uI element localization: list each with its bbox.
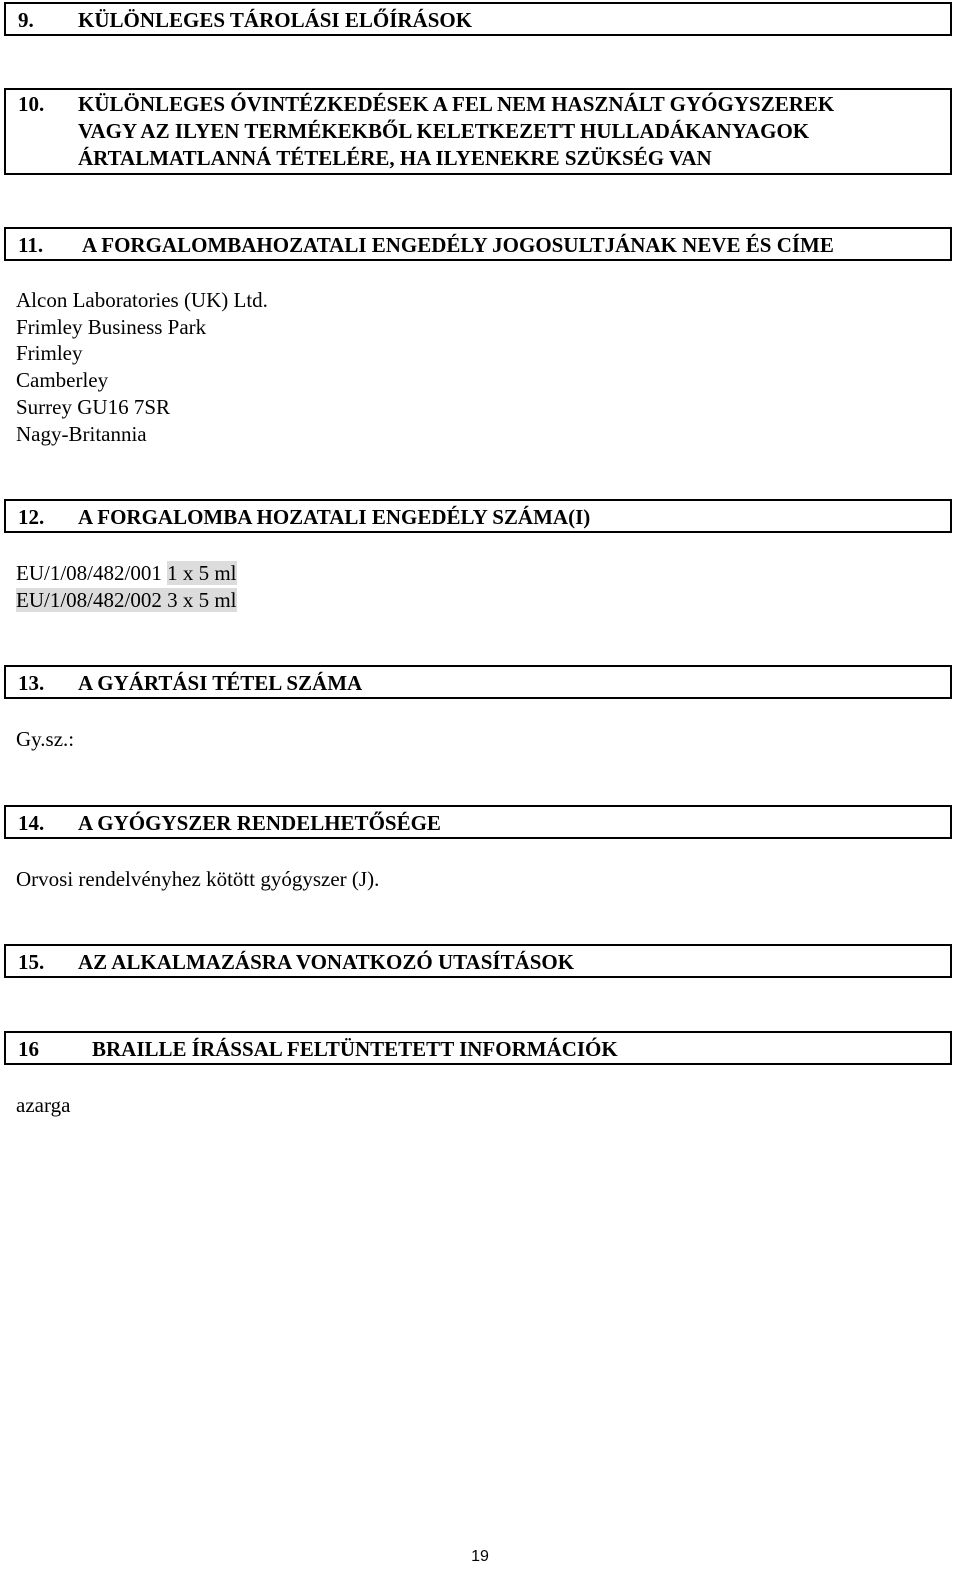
section-title-line: ÁRTALMATLANNÁ TÉTELÉRE, HA ILYENEKRE SZÜKSÉG VAN — [78, 146, 712, 170]
address-line: Frimley — [16, 341, 83, 366]
section-14-header — [4, 805, 952, 839]
authorisation-row — [16, 587, 237, 614]
address-line: Alcon Laboratories (UK) Ltd. — [16, 288, 268, 312]
section-12-header — [4, 499, 952, 533]
pack-size: 1 x 5 ml — [167, 561, 237, 585]
address-line: Frimley Business Park — [16, 314, 207, 339]
section-title — [78, 91, 942, 172]
section-number: 13. — [18, 671, 45, 695]
section-title: BRAILLE ÍRÁSSAL FELTÜNTETETT INFORMÁCIÓK — [92, 1037, 618, 1061]
section-number: 12. — [18, 505, 45, 529]
section-10-header — [4, 88, 952, 175]
address-line: Camberley — [16, 368, 109, 393]
section-title-line: VAGY AZ ILYEN TERMÉKEKBŐL KELETKEZETT HULLADÁKANYAGOK — [78, 119, 810, 143]
batch-label: Gy.sz.: — [16, 727, 75, 751]
section-title: A GYÓGYSZER RENDELHETŐSÉGE — [78, 811, 441, 835]
section-number: 14. — [18, 811, 45, 835]
address-line: Surrey GU16 7SR — [16, 394, 171, 419]
section-16-header — [4, 1031, 952, 1065]
pack-size: 3 x 5 ml — [167, 587, 237, 612]
section-title: AZ ALKALMAZÁSRA VONATKOZÓ UTASÍTÁSOK — [78, 950, 575, 974]
section-number: 10. — [18, 92, 45, 116]
authorisation-numbers — [16, 560, 237, 613]
address-line: Nagy-Britannia — [16, 421, 147, 446]
section-title: A GYÁRTÁSI TÉTEL SZÁMA — [78, 671, 363, 695]
section-title: KÜLÖNLEGES TÁROLÁSI ELŐÍRÁSOK — [78, 8, 473, 32]
prescription-status: Orvosi rendelvényhez kötött gyógyszer (J). — [16, 867, 380, 891]
section-title-line: KÜLÖNLEGES ÓVINTÉZKEDÉSEK A FEL NEM HASZNÁLT GYÓGYSZEREK — [78, 92, 835, 116]
braille-text: azarga — [16, 1093, 71, 1117]
section-title: A FORGALOMBAHOZATALI ENGEDÉLY JOGOSULTJÁNAK NEVE ÉS CÍME — [82, 233, 834, 257]
page-number: 19 — [471, 1548, 489, 1565]
section-15-header — [4, 944, 952, 978]
section-number: 16 — [18, 1037, 39, 1061]
section-number: 11. — [18, 233, 44, 257]
section-13-header — [4, 665, 952, 699]
section-title: A FORGALOMBA HOZATALI ENGEDÉLY SZÁMA(I) — [78, 505, 591, 529]
holder-address — [16, 287, 268, 447]
authorisation-code: EU/1/08/482/001 — [16, 561, 162, 585]
section-number: 15. — [18, 950, 45, 974]
section-9-header — [4, 2, 952, 36]
authorisation-row — [16, 560, 237, 587]
authorisation-code: EU/1/08/482/002 — [16, 587, 162, 612]
section-11-header — [4, 227, 952, 261]
section-number: 9. — [18, 8, 34, 32]
